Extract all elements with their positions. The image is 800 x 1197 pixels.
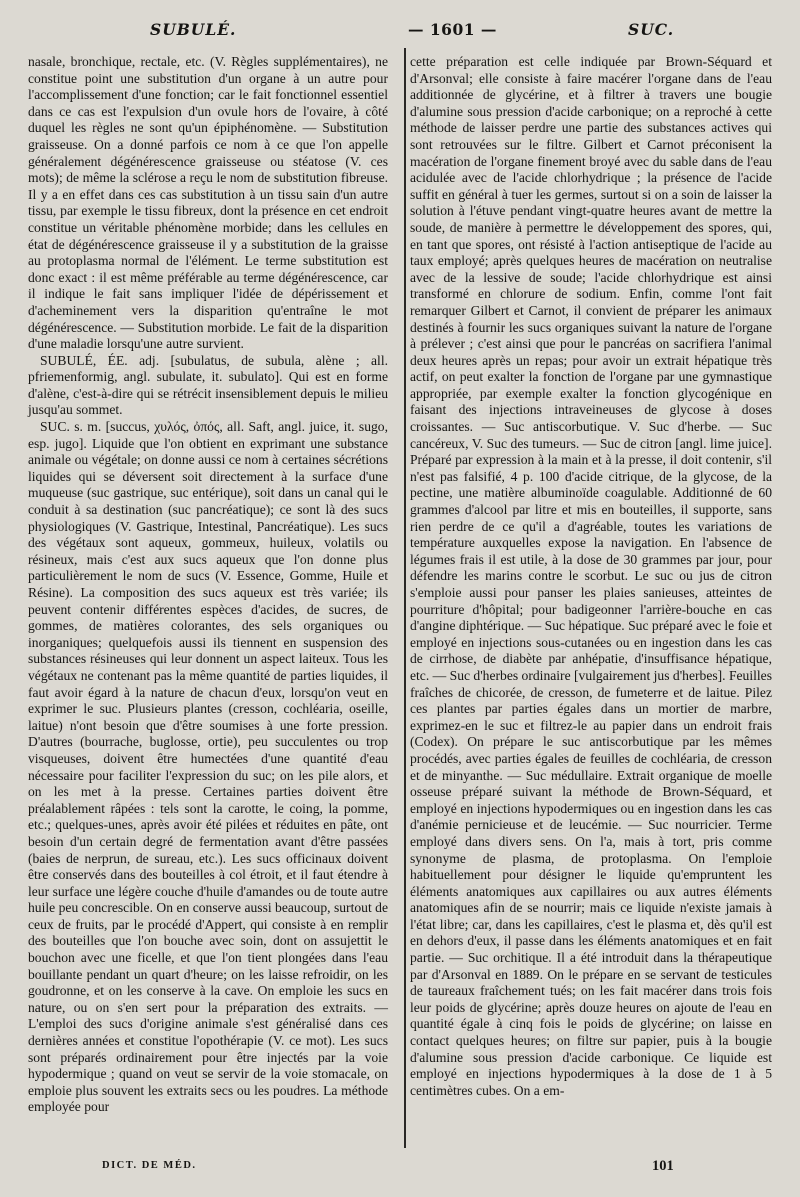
right-column xyxy=(410,54,772,1099)
entry-suc: SUC. s. m. [succus, χυλός, ὀπός, all. Saft, angl. juice, it. sugo, esp. jugo]. Liquide que l'on obtient en exprimant une substance animale ou végétale; on donne aussi ce nom à certaines sécrétions liquides qui se déversent soit directement à la surface d'une muqueuse (suc gastrique, suc entérique), soit dans un canal qui le conduit à sa destination (suc pancréatique); ce sont là des sucs physiologiques (V. Gastrique, Intestinal, Pancréatique). Les sucs des végétaux sont aqueux, gommeux, huileux, volatils ou résineux, mais c'est aux sucs aqueux que l'on donne plus particulièrement le nom de sucs (V. Essence, Gomme, Huile et Résine). La composition des sucs aqueux est très variée; ils peuvent contenir différentes espèces d'acides, de sucres, de gommes, de matières colorantes, des sels organiques ou inorganiques; quelquefois aussi ils tiennent en suspension des substances résineuses qui leur donnent un aspect laiteux. Tous les végétaux ne contenant pas la même quantité de parties liquides, il faut avoir égard à la nature de chacun d'eux, lorsqu'on veut en exprimer le suc. Plusieurs plantes (cresson, cochléaria, oseille, laitue) n'ont besoin que d'être soumises à une forte pression. D'autres (bourrache, buglosse, ortie), peu succulentes ou trop visqueuses, doivent être humectées d'une quantité d'eau nécessaire pour faciliter l'expression du suc; on les pile alors, et on les met à la presse. Certaines parties doivent être préalablement râpées : tels sont la carotte, le coing, la pomme, etc.; quelques-unes, après avoir été pilées et réduites en pâte, ont besoin d'un certain degré de fermentation avant d'être passées (baies de nerprun, de sureau, etc.). Les sucs officinaux doivent être conservés dans des bouteilles à col étroit, et il faut étendre à leur surface une légère couche d'huile d'amandes ou de toute autre huile peu concrescible. On en conserve aussi beaucoup, surtout de ceux de fruits, par le procédé d'Appert, qui consiste à en remplir des bouteilles que l'on bouche avec soin, dont on assujettit le bouchon avec une ficelle, et que l'on tient plongées dans l'eau bouillante pendant un quart d'heure; on les laisse refroidir, on les goudronne, et on les conserve à la cave. On emploie les sucs en nature, ou on s'en sert pour la préparation des extraits. — L'emploi des sucs d'origine animale s'est généralisé dans ces dernières années et constitue l'opothérapie (V. ce mot). Les sucs sont préparés ordinairement pour être injectés par la voie hypodermique ; quand on veut se servir de la voie stomacale, on emploie plus souvent les extraits secs ou les poudres. La méthode employée pour xyxy=(28,419,388,1115)
footer-signature: DICT. DE MÉD. xyxy=(102,1160,197,1171)
footer-sheet-number: 101 xyxy=(652,1158,674,1174)
left-paragraph-substitution: nasale, bronchique, rectale, etc. (V. Règles supplémentaires), ne constitue point une substitution d'un organe à un autre pour l'accomplissement d'une fonction; car le fait fonctionnel essentiel dans ce cas est l'expulsion d'un ovule hors de l'ovaire, à côté duquel les règles ne sont qu'un épiphénomène. — Substitution graisseuse. On a donné parfois ce nom à ce que l'on appelle généralement dégénérescence graisseuse ou stéatose (V. ces mots); de même la sclérose a reçu le nom de substitution fibreuse. Il y a en effet dans ces cas substitution à un tissu sain d'un autre tissu, par exemple le tissu fibreux, dont la présence en cet endroit constitue un véritable phénomène morbide; dans les cellules en état de dégénérescence graisseuse il y a substitution de la graisse au protoplasma normal de l'élément. Le terme substitution est donc exact : il est même préférable au terme dégénérescence, car il indique le fait sans impliquer l'idée de dépérissement et d'acheminement vers la disparition qu'entraîne le mot dégénérescence. — Substitution morbide. Le fait de la disparition d'une maladie lorsqu'une autre survient. xyxy=(28,54,388,352)
column-divider xyxy=(404,48,406,1148)
header-right-headword: SUC. xyxy=(628,20,675,39)
entry-subule: SUBULÉ, ÉE. adj. [subulatus, de subula, alène ; all. pfriemenformig, angl. subulate, it. subulato]. Qui est en forme d'alène, c'est-à-dire qui se rétrécit insensiblement depuis le milieu jusqu'au sommet. xyxy=(28,352,388,418)
header-left-headword: SUBULÉ. xyxy=(150,20,237,39)
running-header xyxy=(40,16,766,44)
running-footer xyxy=(40,1158,760,1180)
left-column xyxy=(28,54,388,1116)
page-number: — 1601 — xyxy=(408,20,497,39)
right-paragraph-suc-continued: cette préparation est celle indiquée par Brown-Séquard et d'Arsonval; elle consiste à faire macérer l'organe dans de l'eau additionnée de glycérine, et à filtrer à travers une bougie d'alumine sous pression d'acide carbonique; on a reproché à cette méthode de laisser perdre une partie des substances actives qui sont retrouvées sur le filtre. Gilbert et Carnot préconisent la macération de l'organe finement broyé avec du sable dans de l'eau acidulée avec de l'acide chlorhydrique ; la présence de l'acide suffit en général à tuer les germes, surtout si on a soin de laisser la solution à l'étuve pendant vingt-quatre heures avant de mettre la soude, de manière à permettre le développement des spores, qui, en tant que spores, ont résisté à l'action antiseptique de l'acide au taux employé; après quelques heures de macération on neutralise avec de la lessive de soude; l'acide chlorhydrique est ainsi transformé en chlorure de sodium. Enfin, comme l'ont fait remarquer Gilbert et Carnot, il convient de préparer les animaux destinés à fournir les sucs organiques suivant la nature de l'organe à prélever ; c'est ainsi que pour le pancréas on sacrifiera l'animal deux heures après un repas; pour avoir un extrait hépatique très actif, on peut exalter la fonction de l'organe par une gymnastique appropriée, par exemple exalter la fonction glycogénique en faisant des injections intraveineuses de glycose à doses croissantes. — Suc antiscorbutique. V. Suc d'herbe. — Suc cancéreux, V. Suc des tumeurs. — Suc de citron [angl. lime juice]. Préparé par expression à la main et à la presse, il doit contenir, s'il n'est pas falsifié, 4 p. 100 d'acide citrique, de la glycose, de la pectine, une matière albuminoïde coagulable. Additionné de 60 grammes d'alcool par litre et mis en bouteilles, il supporte, sans rien perdre de ce qu'il a d'agréable, toutes les variations de température auxquelles expose la navigation. En l'absence de légumes frais il est utile, à la dose de 30 grammes par jour, pour défendre les marins contre le scorbut. Le suc ou jus de citron s'emploie aussi pour panser les plaies sanieuses, atteintes de pourriture d'hôpital; pour badigeonner l'arrière-bouche en cas d'angine diphtérique. — Suc hépatique. Suc préparé avec le foie et employé en injections sous-cutanées ou en ingestion dans les cas de cirrhose, de diabète par anhépatie, d'insuffisance hépatique, etc. — Suc d'herbes ordinaire [vulgairement jus d'herbes]. Feuilles fraîches de chicorée, de cresson, de fumeterre et de laitue. Pilez ces plantes par parties égales dans un mortier de marbre, exprimez-en le suc et filtrez-le au papier dans un endroit frais (Codex). On prépare le suc antiscorbutique par les mêmes procédés, avec parties égales de feuilles de cochléaria, de cresson et de minyanthe. — Suc médullaire. Extrait organique de moelle osseuse préparé suivant la méthode de Brown-Séquard, et employé en injections hypodermiques ou en ingestion dans les cas d'anémie pernicieuse et de leucémie. — Suc nourricier. Terme employé dans divers sens. On l'a, mais à tort, pris comme synonyme de plasma, de protoplasma. On l'emploie habituellement pour désigner le liquide qu'empruntent les éléments anatomiques aux capillaires ou aux autres éléments anatomiques afin de se nourrir; mais ce liquide n'existe jamais à l'état libre; car, dans les capillaires, c'est le plasma et, dès qu'il est en dehors d'eux, il passe dans les éléments anatomiques et en fait partie. — Suc orchitique. Il a été introduit dans la thérapeutique par d'Arsonval en 1889. On le prépare en se servant de testicules de taureaux fraîchement tués; on les fait macérer dans trois fois leur poids de glycérine; après douze heures on ajoute de l'eau en quantité égale à cinq fois le poids de glycérine; on laisse en contact quelques heures; on filtre sur papier, puis à la bougie d'alumine sous pression d'acide carbonique. Ce liquide est employé en injections hypodermiques à la dose de 1 à 5 centimètres cubes. On a em- xyxy=(410,54,773,1098)
